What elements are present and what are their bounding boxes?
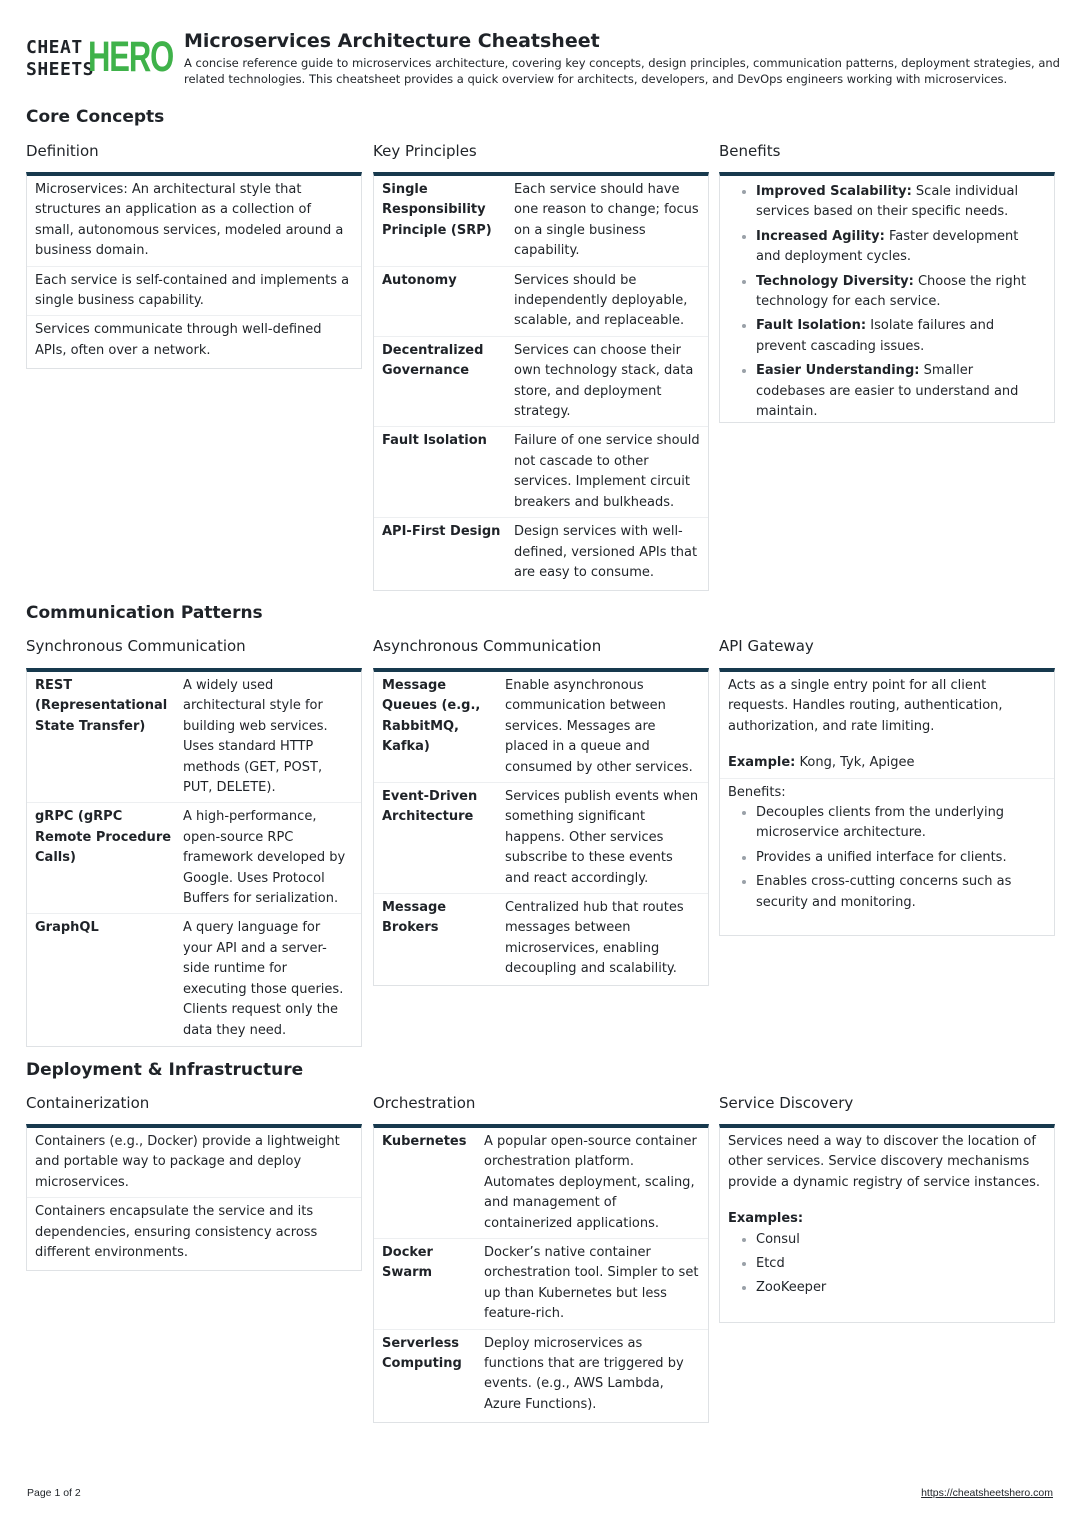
site-link[interactable]: https://cheatsheetshero.com bbox=[921, 1487, 1053, 1499]
section-communication-patterns: Communication Patterns bbox=[26, 603, 263, 623]
benefits-list bbox=[720, 182, 1054, 422]
orchestration-row bbox=[374, 1239, 708, 1330]
discovery-example-item: • ZooKeeper bbox=[756, 1278, 1046, 1298]
sync-term: GraphQL bbox=[35, 920, 99, 936]
gateway-benefit-item: • Decouples clients from the underlying microservice architecture. bbox=[756, 803, 1046, 844]
gateway-benefits-label: Benefits: bbox=[728, 784, 786, 800]
card-title-definition: Definition bbox=[26, 142, 99, 160]
definition-para: Microservices: An architectural style that structures an application as a collection of small, autonomous services, modeled around a business domain. bbox=[27, 176, 361, 267]
orchestration-term: Docker Swarm bbox=[382, 1245, 433, 1281]
orchestration-desc: A popular open-source container orchestration platform. Automates deployment, scaling, and management of containerized applications. bbox=[484, 1134, 697, 1231]
principle-term: API-First Design bbox=[382, 524, 501, 540]
orchestration-desc: Docker’s native container orchestration tool. Simpler to set up than Kubernetes but less feature-rich. bbox=[484, 1245, 699, 1322]
card-title-orchestration: Orchestration bbox=[373, 1094, 476, 1112]
definition-para: Services communicate through well-defined APIs, often over a network. bbox=[35, 322, 322, 358]
containerization-card bbox=[26, 1124, 362, 1271]
logo-hero-text: HERO bbox=[88, 33, 174, 81]
gateway-benefit-item: • Provides a unified interface for clients. bbox=[756, 848, 1046, 868]
card-title-containerization: Containerization bbox=[26, 1094, 150, 1112]
orchestration-row bbox=[374, 1128, 708, 1239]
async-desc: Enable asynchronous communication between services. Messages are placed in a queue and consumed by other services. bbox=[505, 678, 693, 775]
card-title-service-discovery: Service Discovery bbox=[719, 1094, 854, 1112]
sync-term: gRPC (gRPC Remote Procedure Calls) bbox=[35, 809, 172, 866]
principle-row bbox=[374, 176, 708, 267]
page-title: Microservices Architecture Cheatsheet bbox=[184, 30, 600, 52]
sync-desc: A query language for your API and a server-side runtime for executing those queries. Clients request only the data they need. bbox=[183, 920, 344, 1038]
orchestration-term: Kubernetes bbox=[382, 1134, 467, 1149]
definition-card bbox=[26, 172, 362, 369]
sync-desc: A widely used architectural style for building web services. Uses standard HTTP methods (GET, POST, PUT, DELETE). bbox=[183, 678, 328, 796]
card-title-synchronous: Synchronous Communication bbox=[26, 637, 246, 655]
async-desc: Services publish events when something significant happens. Other services subscribe to these events and react accordingly. bbox=[505, 789, 699, 886]
container-para: Containers encapsulate the service and its dependencies, ensuring consistency across different environments. bbox=[35, 1204, 318, 1261]
sync-row bbox=[27, 803, 361, 914]
section-deployment: Deployment & Infrastructure bbox=[26, 1060, 304, 1080]
discovery-examples-list bbox=[720, 1230, 1054, 1299]
key-principles-card bbox=[373, 172, 709, 591]
discovery-examples-label: Examples: bbox=[728, 1211, 804, 1227]
benefits-card bbox=[719, 172, 1055, 423]
benefit-item: • Easier Understanding: Smaller codebases are easier to understand and maintain. bbox=[756, 361, 1046, 422]
benefit-item: • Technology Diversity: Choose the right technology for each service. bbox=[756, 272, 1046, 313]
gateway-benefits-list bbox=[720, 803, 1054, 913]
orchestration-term: Serverless Computing bbox=[382, 1335, 462, 1372]
principle-desc: Services can choose their own technology stack, data store, and deployment strategy. bbox=[514, 342, 694, 420]
orchestration-row bbox=[374, 1330, 708, 1420]
service-discovery-card bbox=[719, 1124, 1055, 1323]
async-row bbox=[374, 672, 708, 783]
section-core-concepts: Core Concepts bbox=[26, 107, 165, 127]
principle-row bbox=[374, 518, 708, 587]
sync-term: REST (Representational State Transfer) bbox=[35, 678, 168, 734]
async-term: Message Brokers bbox=[382, 900, 447, 936]
card-title-api-gateway: API Gateway bbox=[719, 637, 814, 655]
page-header bbox=[26, 30, 1060, 90]
async-row bbox=[374, 894, 708, 984]
discovery-example-item: • Etcd bbox=[756, 1254, 1046, 1274]
card-title-key-principles: Key Principles bbox=[373, 142, 477, 160]
gateway-intro: Acts as a single entry point for all client requests. Handles routing, authentication, authorization, and rate limiting. bbox=[728, 678, 1003, 734]
principle-row bbox=[374, 427, 708, 518]
principle-row bbox=[374, 267, 708, 337]
principle-row bbox=[374, 337, 708, 428]
api-gateway-card bbox=[719, 668, 1055, 936]
principle-desc: Design services with well-defined, versioned APIs that are easy to consume. bbox=[514, 524, 698, 580]
principle-term: Decentralized Governance bbox=[382, 342, 484, 379]
principle-term: Single Responsibility Principle (SRP) bbox=[382, 182, 492, 238]
discovery-example-item: • Consul bbox=[756, 1230, 1046, 1250]
async-term: Event-Driven Architecture bbox=[382, 789, 478, 825]
orchestration-card bbox=[373, 1124, 709, 1423]
benefit-item: • Fault Isolation: Isolate failures and prevent cascading issues. bbox=[756, 316, 1046, 357]
page-number: Page 1 of 2 bbox=[27, 1487, 81, 1499]
logo-cheat-text: CHEAT bbox=[26, 37, 83, 58]
card-title-benefits: Benefits bbox=[719, 142, 781, 160]
definition-para: Each service is self-contained and implements a single business capability. bbox=[27, 267, 361, 317]
principle-term: Autonomy bbox=[382, 272, 457, 288]
principle-desc: Services should be independently deployable, scalable, and replaceable. bbox=[514, 272, 688, 329]
container-para: Containers (e.g., Docker) provide a lightweight and portable way to package and deploy microservices. bbox=[27, 1128, 361, 1198]
principle-desc: Failure of one service should not cascade to other services. Implement circuit breakers and bulkheads. bbox=[514, 433, 700, 510]
sync-desc: A high-performance, open-source RPC framework developed by Google. Uses Protocol Buffers for serialization. bbox=[183, 809, 346, 907]
discovery-intro: Services need a way to discover the location of other services. Service discovery mechanisms provide a dynamic registry of service instances. bbox=[728, 1134, 1041, 1190]
logo-sheets-text: SHEETS bbox=[26, 59, 95, 80]
sync-row bbox=[27, 672, 361, 803]
gateway-example: Example: Kong, Tyk, Apigee bbox=[720, 741, 1054, 778]
asynchronous-card bbox=[373, 668, 709, 986]
principle-term: Fault Isolation bbox=[382, 433, 487, 449]
sync-row bbox=[27, 914, 361, 1044]
async-term: Message Queues (e.g., RabbitMQ, Kafka) bbox=[382, 678, 481, 755]
gateway-benefit-item: • Enables cross-cutting concerns such as security and monitoring. bbox=[756, 872, 1046, 913]
async-desc: Centralized hub that routes messages between microservices, enabling decoupling and scalability. bbox=[505, 900, 684, 977]
benefit-item: • Improved Scalability: Scale individual services based on their specific needs. bbox=[756, 182, 1046, 223]
orchestration-desc: Deploy microservices as functions that are triggered by events. (e.g., AWS Lambda, Azure Functions). bbox=[484, 1335, 684, 1412]
cheatsheetshero-logo[interactable] bbox=[26, 34, 172, 84]
principle-desc: Each service should have one reason to change; focus on a single business capability. bbox=[514, 182, 699, 259]
page-subtitle: A concise reference guide to microservices architecture, covering key concepts, design principles, communication patterns, deployment strategies, and related technologies. This cheatsheet provides a quick overview for architects, developers, and DevOps engineers working with microservices. bbox=[184, 56, 1060, 86]
async-row bbox=[374, 783, 708, 894]
benefit-item: • Increased Agility: Faster development and deployment cycles. bbox=[756, 227, 1046, 268]
card-title-asynchronous: Asynchronous Communication bbox=[373, 637, 602, 655]
synchronous-card bbox=[26, 668, 362, 1047]
